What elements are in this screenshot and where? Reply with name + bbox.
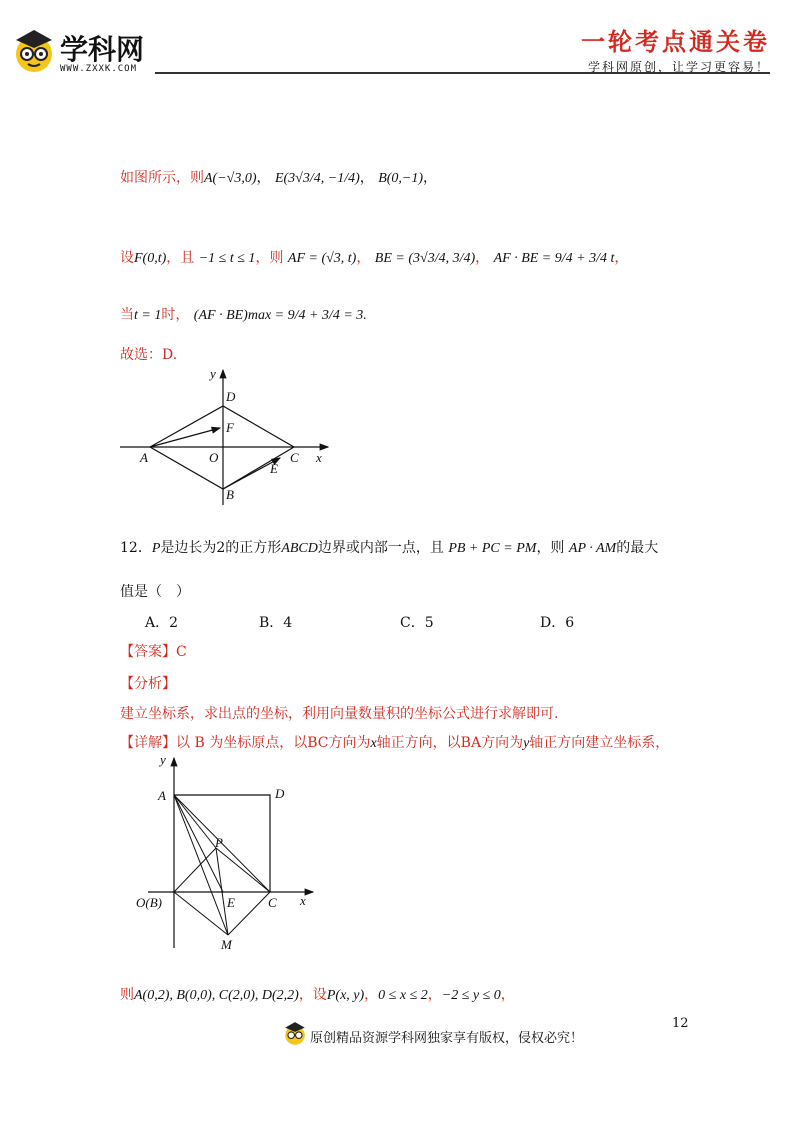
q12-last-line: 则A(0,2), B(0,0), C(2,0), D(2,2)，设P(x, y)，0 ≤ x ≤ 2，−2 ≤ y ≤ 0， [120, 987, 515, 1003]
x-range: 0 ≤ x ≤ 2 [378, 988, 428, 1003]
label2-D: D [275, 786, 285, 801]
footer-copyright: 原创精品资源学科网独家享有版权，侵权必究！ [310, 1031, 584, 1046]
l2-then: 则 [269, 250, 284, 266]
solution-line-1: 如图所示，则A(−√3,0)， E(3√3/4, −1/4)， B(0,−1)， [120, 170, 438, 186]
q12-detail-1: 以 B 为坐标原点，以BC方向为 [176, 735, 371, 751]
q12-detail-2: 轴正方向，以BA方向为 [376, 735, 524, 751]
l2-and: 且 [180, 250, 195, 266]
label2-M: M [221, 937, 232, 952]
footer-mascot-icon [282, 1020, 308, 1046]
l1-prefix: 如图所示，则 [120, 170, 204, 186]
page-number: 12 [672, 1016, 689, 1031]
header [0, 0, 800, 80]
q12-number: 12． [120, 540, 152, 556]
logo-name: 学科网 [60, 33, 145, 66]
q12-detail-x: x [370, 736, 377, 751]
t-range: −1 ≤ t ≤ 1 [198, 251, 256, 266]
label2-x: x [300, 893, 306, 908]
vector-BE: BE = (3√3/4, 3/4) [374, 251, 476, 266]
label-A: A [140, 450, 148, 465]
label2-A: A [158, 788, 166, 803]
q12-condition: PB + PC = PM [448, 541, 537, 556]
label-O: O [209, 450, 219, 465]
label-D: D [226, 389, 236, 404]
slogan: 学科网原创，让学习更容易！ [587, 60, 770, 74]
segment-AP [174, 795, 216, 848]
q12-analysis-text: 建立坐标系，求出点的坐标，利用向量数量积的坐标公式进行求解即可. [120, 706, 559, 722]
logo-mascot-icon [10, 26, 58, 74]
label2-E: E [227, 895, 235, 910]
q12-text4: 的最大 [616, 540, 659, 556]
q12-text2: 边界或内部一点，且 [317, 540, 444, 556]
max-value: (AF · BE)max = 9/4 + 3/4 = 3. [193, 308, 367, 323]
q12-target: AP · AM [568, 541, 617, 556]
q12-option-c: C．5 [400, 615, 434, 631]
label2-OB: O(B) [136, 895, 162, 910]
point-E: E(3√3/4, −1/4) [274, 171, 360, 186]
label-F: F [226, 420, 234, 435]
segment-PC [216, 848, 270, 892]
q12-detail-tag: 【详解】 [120, 735, 176, 751]
l2-prefix: 设 [120, 250, 134, 266]
diagram-square [128, 750, 328, 955]
q12-analysis-tag: 【分析】 [120, 676, 176, 692]
q12-option-b: B．4 [259, 615, 293, 631]
label-B: B [226, 487, 234, 502]
q12-text3: ，则 [536, 540, 565, 556]
point-A: A(−√3,0) [204, 171, 257, 186]
label-E: E [270, 461, 278, 476]
points-ABCD: A(0,2), B(0,0), C(2,0), D(2,2) [134, 988, 299, 1003]
diagram-rhombus [110, 365, 340, 515]
q12-answer: 【答案】C [120, 644, 187, 660]
t-value: t = 1 [134, 308, 162, 323]
series-title: 一轮考点通关卷 [581, 28, 770, 56]
segment-PB [174, 848, 216, 892]
question-12-line-2: 值是（ ） [120, 584, 190, 600]
label-x: x [316, 450, 322, 465]
point-B: B(0,−1) [378, 171, 424, 186]
point-F: F(0,t) [134, 251, 167, 266]
vector-AF-arrow [150, 428, 220, 447]
q12-text1: 是边长为2的正方形 [160, 540, 282, 556]
question-12-line-1 [120, 538, 658, 559]
logo-url: WWW.ZXXK.COM [60, 64, 138, 74]
last-set: ，设 [298, 987, 327, 1003]
solution-line-2: 设F(0,t)，且 −1 ≤ t ≤ 1，则 AF = (√3, t)， BE = (3√3/4, 3/4)， AF · BE = 9/4 + 3/4 t， [120, 250, 629, 266]
q12-ABCD: ABCD [281, 541, 318, 556]
label2-y: y [160, 752, 166, 767]
point-P: P(x, y) [326, 988, 365, 1003]
dot-product-AF-BE: AF · BE = 9/4 + 3/4 t [493, 251, 615, 266]
l3-prefix: 当 [120, 307, 134, 323]
q12-detail-y: y [523, 736, 530, 751]
q12-option-d: D．6 [540, 615, 575, 631]
last-prefix: 则 [120, 987, 134, 1003]
vector-AF: AF = (√3, t) [287, 251, 357, 266]
l3-when: 时， [161, 307, 190, 323]
label2-P: P [215, 835, 223, 850]
solution-line-3 [120, 305, 367, 326]
label2-C: C [268, 895, 277, 910]
answer-11: 故选：D. [120, 347, 178, 363]
q12-detail-3: 轴正方向建立坐标系， [529, 735, 670, 751]
q12-option-a: A．2 [145, 615, 179, 631]
y-range: −2 ≤ y ≤ 0 [441, 988, 501, 1003]
label-C: C [290, 450, 299, 465]
label-y: y [210, 366, 216, 381]
q12-P: P [151, 541, 161, 556]
